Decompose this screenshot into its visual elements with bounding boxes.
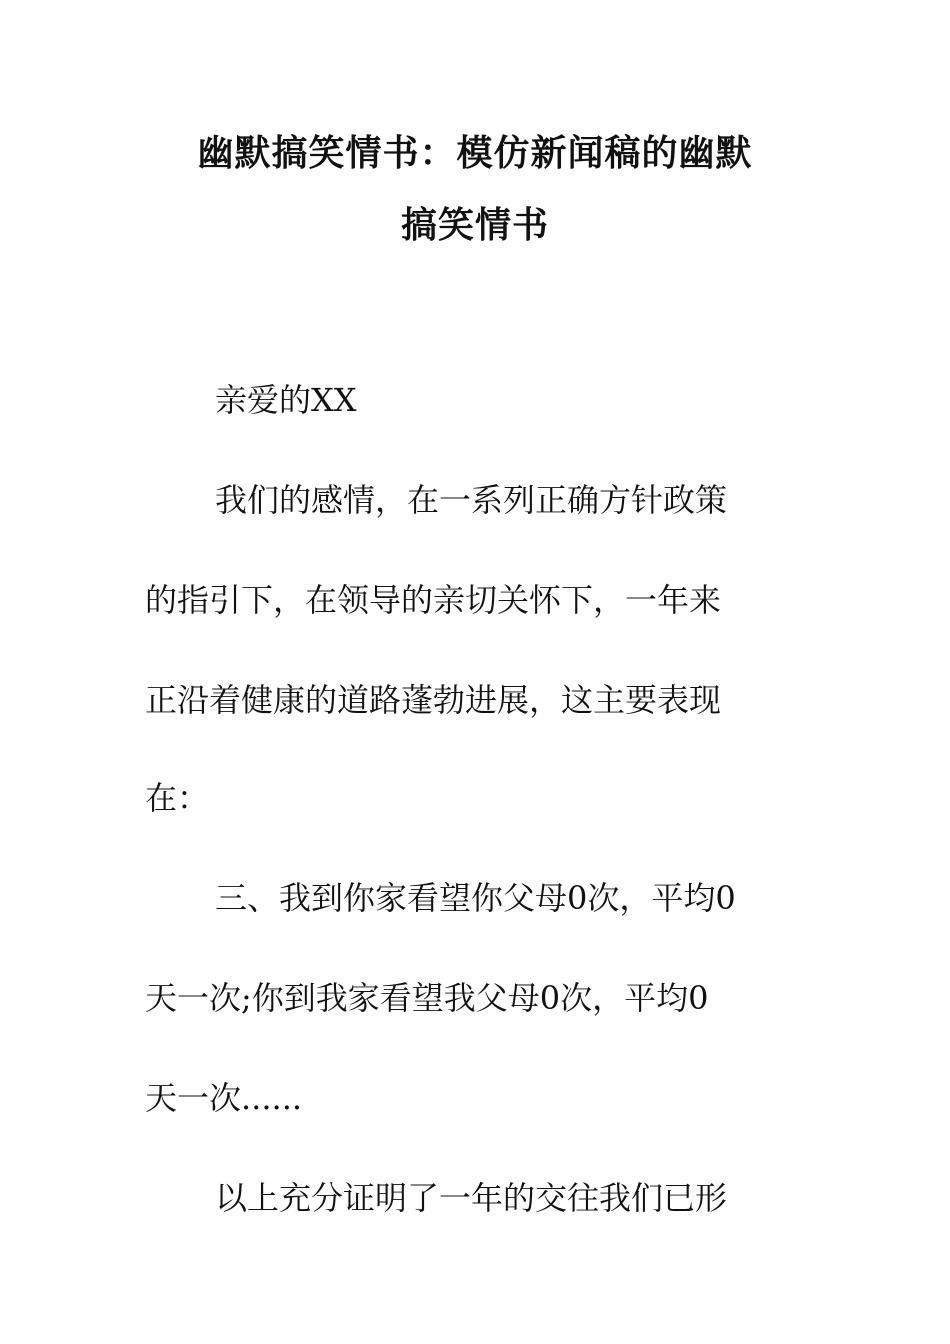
paragraph-2-line-2: 天一次;你到我家看望我父母0次，平均0 [145, 979, 709, 1017]
paragraph-3-line-1: 以上充分证明了一年的交往我们已形 [215, 1179, 728, 1217]
document-title [140, 118, 810, 262]
greeting: 亲爱的XX [215, 381, 357, 419]
title-line-1: 幽默搞笑情书：模仿新闻稿的幽默 [197, 133, 753, 174]
paragraph-2-line-3: 天一次...... [145, 1079, 303, 1117]
paragraph-1-line-2: 的指引下，在领导的亲切关怀下，一年来 [145, 581, 722, 619]
title-line-2: 搞笑情书 [400, 205, 549, 246]
paragraph-1-line-3: 正沿着健康的道路蓬勃进展，这主要表现 [145, 681, 722, 719]
paragraph-1-line-4: 在： [145, 779, 210, 817]
paragraph-2-line-1: 三、我到你家看望你父母0次，平均0 [215, 879, 736, 917]
paragraph-1-line-1: 我们的感情，在一系列正确方针政策 [215, 481, 728, 519]
